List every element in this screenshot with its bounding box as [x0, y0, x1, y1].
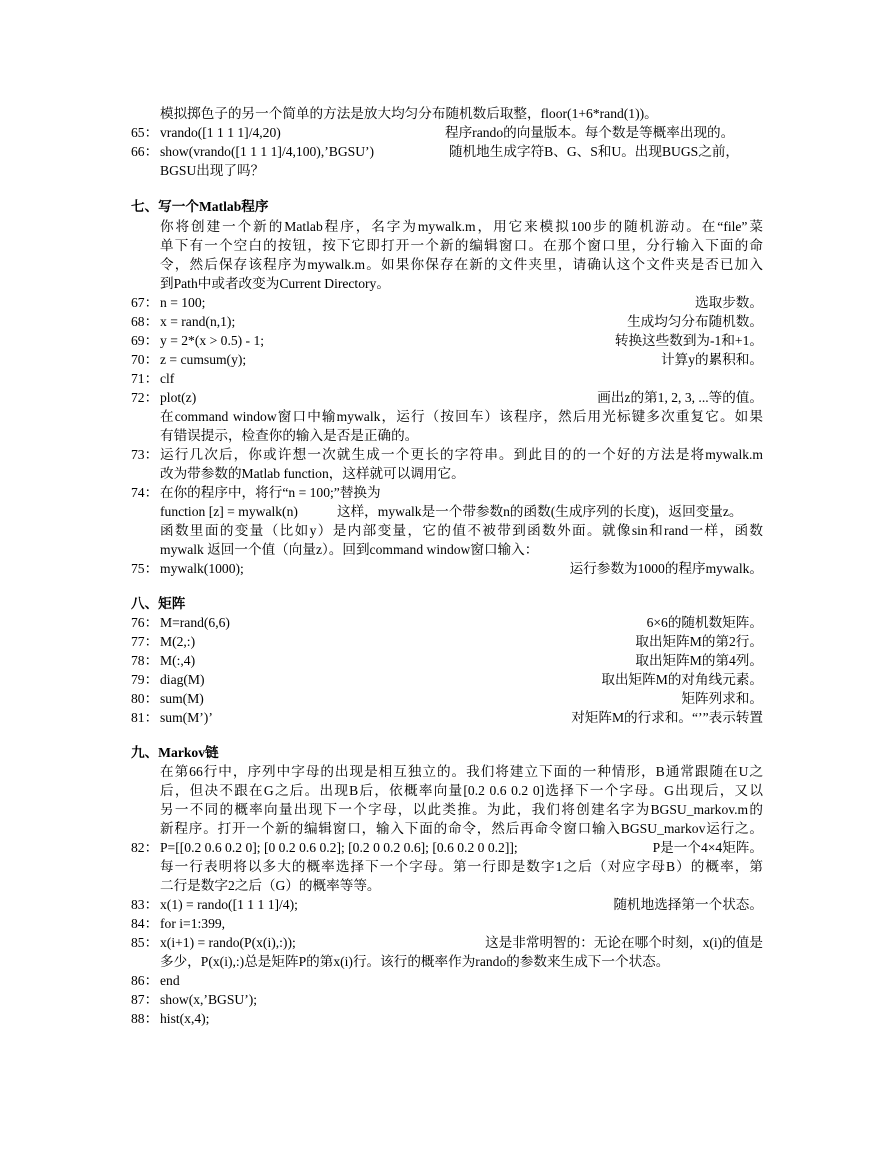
code-text: z = cumsum(y); — [160, 352, 247, 367]
paragraph-line: 有错误提示，检查你的输入是否是正确的。 — [160, 428, 419, 443]
line-number: 78： — [131, 653, 159, 668]
code-comment: 选取步数。 — [695, 295, 763, 310]
line-number: 72： — [131, 390, 159, 405]
section-heading-7: 七、写一个Matlab程序 — [131, 199, 269, 214]
paragraph-line: 每一行表明将以多大的概率选择下一个字母。第一行即是数字1之后（对应字母B）的概率，第 — [160, 859, 763, 874]
code-text: show(x,’BGSU’); — [160, 992, 258, 1007]
code-line-85 — [131, 933, 763, 952]
code-text: function [z] = mywalk(n) — [160, 504, 298, 519]
code-text: end — [160, 973, 180, 988]
paragraph-line: 你将创建一个新的Matlab程序，名字为mywalk.m，用它来模拟100步的随机游动。在“file”菜 — [160, 219, 763, 234]
code-line-78 — [131, 651, 763, 670]
code-line-70 — [131, 350, 763, 369]
code-line-67 — [131, 293, 763, 312]
code-comment: 运行参数为1000的程序mywalk。 — [569, 561, 763, 576]
code-line-82 — [131, 838, 763, 857]
line-number: 74： — [131, 485, 159, 500]
code-text: y = 2*(x > 0.5) - 1; — [160, 333, 265, 348]
code-line-85-cont: 多少，P(x(i),:)总是矩阵P的第x(i)行。该行的概率作为rando的参数来生成下一个状态。 — [160, 954, 670, 969]
code-text: x(1) = rando([1 1 1 1]/4); — [160, 897, 298, 912]
code-comment: 这是非常明智的：无论在哪个时刻，x(i)的值是 — [485, 935, 763, 950]
code-comment: 转换这些数到为-1和+1。 — [614, 333, 763, 348]
code-text: x = rand(n,1); — [160, 314, 236, 329]
line-number: 86： — [131, 973, 159, 988]
line-number: 88： — [131, 1011, 159, 1026]
code-line-74-cont — [160, 502, 763, 521]
code-comment: 这样，mywalk是一个带参数n的函数(生成序列的长度)，返回变量z。 — [337, 504, 743, 519]
code-line-80 — [131, 689, 763, 708]
code-line-66-cont: BGSU出现了吗？ — [160, 163, 265, 178]
line-number: 68： — [131, 314, 159, 329]
code-text: n = 100; — [160, 295, 206, 310]
code-comment: 取出矩阵M的对角线元素。 — [601, 672, 763, 687]
paragraph-line: 二行是数字2之后（G）的概率等等。 — [160, 878, 381, 893]
code-line-77 — [131, 632, 763, 651]
line-number: 69： — [131, 333, 159, 348]
code-text: vrando([1 1 1 1]/4,20) — [160, 125, 281, 140]
code-line-71 — [131, 369, 763, 388]
code-text: 运行几次后，你或许想一次就生成一个更长的字符串。到此目的的一个好的方法是将mywalk.m — [160, 447, 763, 462]
section-heading-8: 八、矩阵 — [131, 596, 186, 611]
code-line-72 — [131, 388, 763, 407]
code-line-73 — [131, 445, 763, 464]
code-line-66 — [131, 142, 763, 161]
line-number: 80： — [131, 691, 159, 706]
line-number: 79： — [131, 672, 159, 687]
code-comment: P是一个4×4矩阵。 — [652, 840, 763, 855]
paragraph-line: 令，然后保存该程序为mywalk.m。如果你保存在新的文件夹里，请确认这个文件夹是否已加入 — [160, 257, 763, 272]
paragraph-line: mywalk 返回一个值（向量z）。回到command window窗口输入： — [160, 542, 539, 557]
code-line-87 — [131, 990, 763, 1009]
paragraph-line: 函数里面的变量（比如y）是内部变量，它的值不被带到函数外面。就像sin和rand一样，函数 — [160, 523, 763, 538]
line-number: 71： — [131, 371, 159, 386]
line-number: 73： — [131, 447, 159, 462]
code-comment: 取出矩阵M的第4列。 — [635, 653, 763, 668]
code-line-76 — [131, 613, 763, 632]
line-number: 81： — [131, 710, 159, 725]
code-comment: 对矩阵M的行求和。“’”表示转置 — [571, 710, 763, 725]
line-number: 65： — [131, 125, 159, 140]
line-number: 87： — [131, 992, 159, 1007]
line-number: 84： — [131, 916, 159, 931]
code-comment: 矩阵列求和。 — [681, 691, 763, 706]
line-number: 75： — [131, 561, 159, 576]
section-heading-9: 九、Markov链 — [131, 745, 219, 760]
line-number: 70： — [131, 352, 159, 367]
code-comment: 生成均匀分布随机数。 — [627, 314, 763, 329]
paragraph-line: 在第66行中，序列中字母的出现是相互独立的。我们将建立下面的一种情形，B通常跟随在U之 — [160, 764, 763, 779]
code-line-86 — [131, 971, 763, 990]
code-comment: 计算y的累积和。 — [661, 352, 763, 367]
code-line-65 — [131, 123, 763, 142]
paragraph-line: 单下有一个空白的按钮，按下它即打开一个新的编辑窗口。在那个窗口里，分行输入下面的命 — [160, 238, 763, 253]
code-text: mywalk(1000); — [160, 561, 244, 576]
line-number: 77： — [131, 634, 159, 649]
line-number: 67： — [131, 295, 159, 310]
code-text: for i=1:399, — [160, 916, 226, 931]
code-text: plot(z) — [160, 390, 197, 405]
paragraph-line: 模拟掷色子的另一个简单的方法是放大均匀分布随机数后取整，floor(1+6*rand(1))。 — [160, 106, 658, 121]
code-text: clf — [160, 371, 175, 386]
line-number: 82： — [131, 840, 159, 855]
code-comment: 6×6的随机数矩阵。 — [646, 615, 763, 630]
code-text: hist(x,4); — [160, 1011, 210, 1026]
code-line-74 — [131, 483, 763, 502]
code-line-75 — [131, 559, 763, 578]
code-line-79 — [131, 670, 763, 689]
code-text: M(:,4) — [160, 653, 196, 668]
code-line-81 — [131, 708, 763, 727]
code-line-84 — [131, 914, 763, 933]
code-text: M(2,:) — [160, 634, 196, 649]
line-number: 66： — [131, 144, 159, 159]
code-line-88 — [131, 1009, 763, 1028]
code-text: P=[[0.2 0.6 0.2 0]; [0 0.2 0.6 0.2]; [0.2 0 0.2 0.6]; [0.6 0.2 0 0.2]]; — [160, 840, 518, 855]
code-line-68 — [131, 312, 763, 331]
paragraph-line: 新程序。打开一个新的编辑窗口，输入下面的命令，然后再命令窗口输入BGSU_markov运行之。 — [160, 821, 763, 836]
paragraph-line: 到Path中或者改变为Current Directory。 — [160, 276, 390, 291]
code-text: diag(M) — [160, 672, 205, 687]
code-text: sum(M) — [160, 691, 204, 706]
code-text: 在你的程序中，将行“n = 100;”替换为 — [160, 485, 381, 500]
code-comment: 程序rando的向量版本。每个数是等概率出现的。 — [445, 125, 735, 140]
code-text: x(i+1) = rando(P(x(i),:)); — [160, 935, 296, 950]
code-text: M=rand(6,6) — [160, 615, 230, 630]
code-comment: 取出矩阵M的第2行。 — [635, 634, 763, 649]
code-text: show(vrando([1 1 1 1]/4,100),’BGSU’) — [160, 144, 375, 159]
code-text: sum(M’)’ — [160, 710, 213, 725]
code-comment: 画出z的第1, 2, 3, ...等的值。 — [597, 390, 763, 405]
code-comment: 随机地选择第一个状态。 — [613, 897, 763, 912]
paragraph-line: 在command window窗口中输mywalk，运行（按回车）该程序，然后用光标键多次重复它。如果 — [160, 409, 763, 424]
line-number: 76： — [131, 615, 159, 630]
paragraph-line: 另一不同的概率向量出现下一个字母，以此类推。为此，我们将创建名字为BGSU_markov.m的 — [160, 802, 763, 817]
line-number: 85： — [131, 935, 159, 950]
code-line-83 — [131, 895, 763, 914]
line-number: 83： — [131, 897, 159, 912]
paragraph-line: 后，但决不跟在G之后。出现B后，依概率向量[0.2 0.6 0.2 0]选择下一个字母。G出现后，又以 — [160, 783, 763, 798]
code-comment: 随机地生成字符B、G、S和U。出现BUGS之前， — [449, 144, 740, 159]
code-line-69 — [131, 331, 763, 350]
code-line-73-cont: 改为带参数的Matlab function，这样就可以调用它。 — [160, 466, 465, 481]
